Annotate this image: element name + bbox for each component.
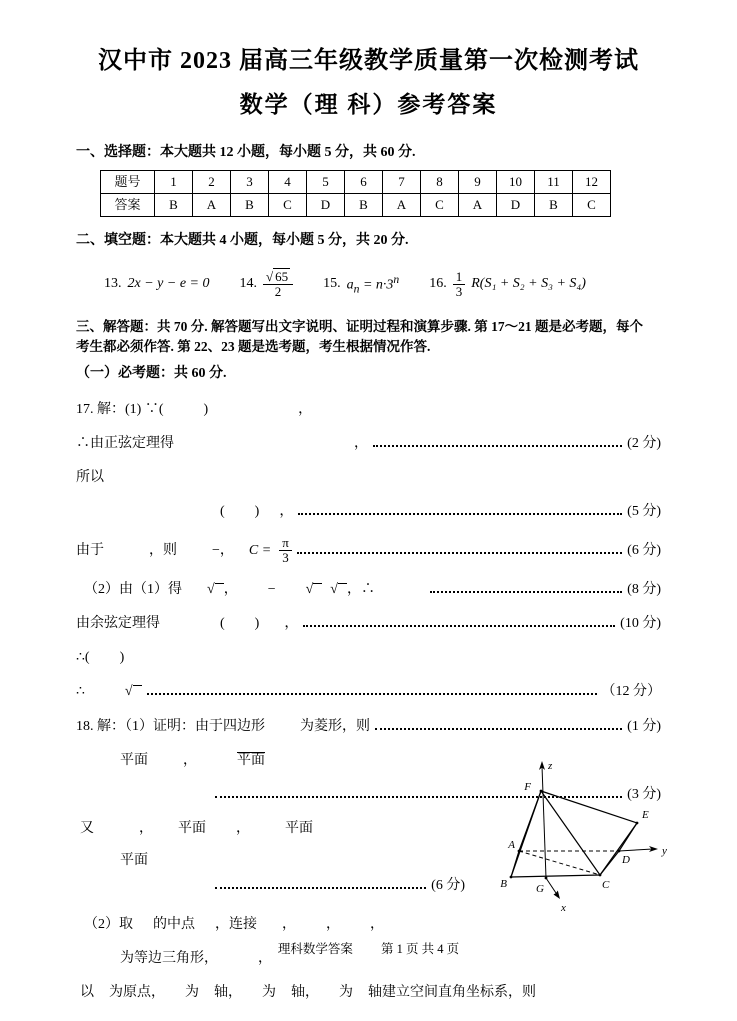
dotted-leader — [430, 591, 622, 593]
solution-line: ∴( ) — [76, 649, 125, 665]
score-label: （12 分） — [601, 683, 661, 699]
row-header-numbers: 题号 — [101, 170, 155, 193]
point-label-c: C — [602, 879, 610, 891]
score-label: (6 分) — [627, 542, 661, 558]
section-required-subheading: （一）必考题：共 60 分. — [76, 365, 227, 381]
axis-label-y: y — [662, 845, 667, 857]
section-choice-heading: 一、选择题：本大题共 12 小题，每小题 5 分，共 60 分. — [76, 145, 416, 161]
score-label: (3 分) — [627, 786, 661, 802]
answer-13-expression: 2x − y − e = 0 — [127, 276, 210, 292]
radical-sign: √ — [207, 581, 224, 599]
answer-cell: A — [383, 193, 421, 216]
qnum-cell: 12 — [573, 170, 611, 193]
answer-cell: B — [535, 193, 573, 216]
answer-13 — [104, 275, 209, 293]
solution-line: 18. 解：（1）证明：由于四边形 为菱形，则 (1 分) — [76, 717, 661, 736]
row-header-answers: 答案 — [101, 193, 155, 216]
denominator: 3 — [455, 283, 463, 299]
solution-line: 平面 ， 平面 — [120, 752, 265, 768]
choice-answer-table — [100, 170, 611, 217]
answer-16-expression: R(S₁ + S₂ + S₃ + S₄) — [471, 276, 586, 292]
solution-line: 由于 ，则 −， C = $\frac{\pi}{3}$ (6 分) — [76, 535, 661, 566]
solution-line: 所以 — [76, 469, 104, 485]
section-solve-heading-line2: 考生都必须作答. 第 22、23 题是选考题，考生根据情况作答. — [76, 339, 431, 355]
qnum-cell: 3 — [231, 170, 269, 193]
solution-line: 由余弦定理得 ( ) ， (10 分) — [76, 614, 661, 633]
solution-line: ∴ √ （12 分） — [76, 682, 661, 701]
table-row-answers — [101, 193, 611, 216]
point-label-e: E — [642, 809, 649, 821]
point-label-b: B — [500, 878, 507, 890]
solution-line: ( ) ， (5 分) — [76, 502, 661, 521]
solution-line: （2）取 的中点 ，连接 ， ， ， — [84, 916, 384, 932]
answer-cell: C — [269, 193, 307, 216]
answer-15-expression: $a_n = n\cdot 3^n$ — [346, 272, 400, 296]
section-fill-heading: 二、填空题：本大题共 4 小题，每小题 5 分，共 20 分. — [76, 232, 409, 248]
answer-15 — [323, 272, 399, 297]
point-label-f: F — [524, 781, 531, 793]
answer-cell: A — [193, 193, 231, 216]
footer-page-number: 第 1 页 共 4 页 — [380, 942, 460, 956]
qnum-cell: 9 — [459, 170, 497, 193]
qnum-cell: 5 — [307, 170, 345, 193]
qnum-cell: 2 — [193, 170, 231, 193]
doc-subtitle: 数学（理 科）参考答案 — [239, 91, 498, 117]
dotted-leader — [297, 552, 622, 554]
solution-line: （2）由（1）得 √ ， − √ √ ，∴ (8 分) — [76, 580, 661, 599]
dotted-leader — [373, 445, 622, 447]
answer-cell: C — [573, 193, 611, 216]
page-footer — [0, 941, 737, 958]
answer-cell: D — [497, 193, 535, 216]
point-label-d: D — [622, 854, 630, 866]
answer-16-label: 16. — [429, 276, 447, 292]
qnum-cell: 7 — [383, 170, 421, 193]
solution-line: 又 ， 平面 ， 平面 — [80, 820, 313, 836]
footer-doc-name: 理科数学答案 — [277, 942, 353, 956]
section-solve-heading-line1: 三、解答题：共 70 分. 解答题写出文字说明、证明过程和演算步骤. 第 17～21 题是必考题，每个 — [76, 319, 643, 335]
axis-label-z: z — [548, 760, 553, 772]
point-label-g: G — [536, 883, 544, 895]
score-label: (5 分) — [627, 503, 661, 519]
answer-cell: B — [231, 193, 269, 216]
score-label: (8 分) — [627, 581, 661, 597]
radical-sign: √ — [125, 683, 142, 701]
answer-16 — [429, 270, 586, 299]
radical-sign: √ — [265, 268, 274, 284]
dotted-leader — [215, 887, 426, 889]
qnum-cell: 4 — [269, 170, 307, 193]
answer-cell: B — [345, 193, 383, 216]
answer-cell: C — [421, 193, 459, 216]
qnum-cell: 10 — [497, 170, 535, 193]
solution-line: 17. 解：(1) ∵( ) ， — [76, 401, 313, 417]
solution-line: ∴由正弦定理得 ， (2 分) — [76, 434, 661, 453]
answer-14-fraction — [263, 270, 293, 299]
dotted-leader — [303, 625, 615, 627]
pi-over-3: $\frac{\pi}{3}$ — [279, 536, 292, 565]
point-label-a: A — [508, 839, 515, 851]
score-label: (2 分) — [627, 435, 661, 451]
solid-geometry-figure — [498, 756, 686, 924]
radical-sign: √ — [306, 581, 323, 599]
answer-15-label: 15. — [323, 276, 341, 292]
solution-line: 以 为原点， 为 轴， 为 轴， 为 轴建立空间直角坐标系，则 — [80, 984, 536, 1000]
qnum-cell: 6 — [345, 170, 383, 193]
score-label: (6 分) — [431, 877, 465, 893]
answer-cell: D — [307, 193, 345, 216]
answer-cell: A — [459, 193, 497, 216]
doc-title: 汉中市 2023 届高三年级教学质量第一次检测考试 — [98, 48, 639, 74]
radical-sign: √ — [330, 581, 347, 599]
qnum-cell: 8 — [421, 170, 459, 193]
qnum-cell: 1 — [155, 170, 193, 193]
dotted-leader — [375, 728, 622, 730]
denominator: 2 — [274, 283, 282, 299]
answer-cell: B — [155, 193, 193, 216]
table-row-numbers — [101, 170, 611, 193]
answer-14 — [239, 270, 293, 299]
numerator: 1 — [453, 270, 466, 285]
answer-13-label: 13. — [104, 276, 122, 292]
dotted-leader — [298, 513, 622, 515]
solution-line: 平面 — [120, 852, 148, 868]
answer-16-fraction — [453, 270, 466, 299]
solution-line: 为等边三角形， ， — [120, 950, 272, 966]
dotted-leader — [147, 693, 597, 695]
score-label: (1 分) — [627, 718, 661, 734]
score-label: (10 分) — [620, 615, 661, 631]
sqrt-argument: 65 — [275, 268, 289, 284]
qnum-cell: 11 — [535, 170, 573, 193]
fill-in-answers — [104, 264, 661, 304]
axis-label-x: x — [561, 902, 566, 914]
answer-14-label: 14. — [239, 276, 257, 292]
